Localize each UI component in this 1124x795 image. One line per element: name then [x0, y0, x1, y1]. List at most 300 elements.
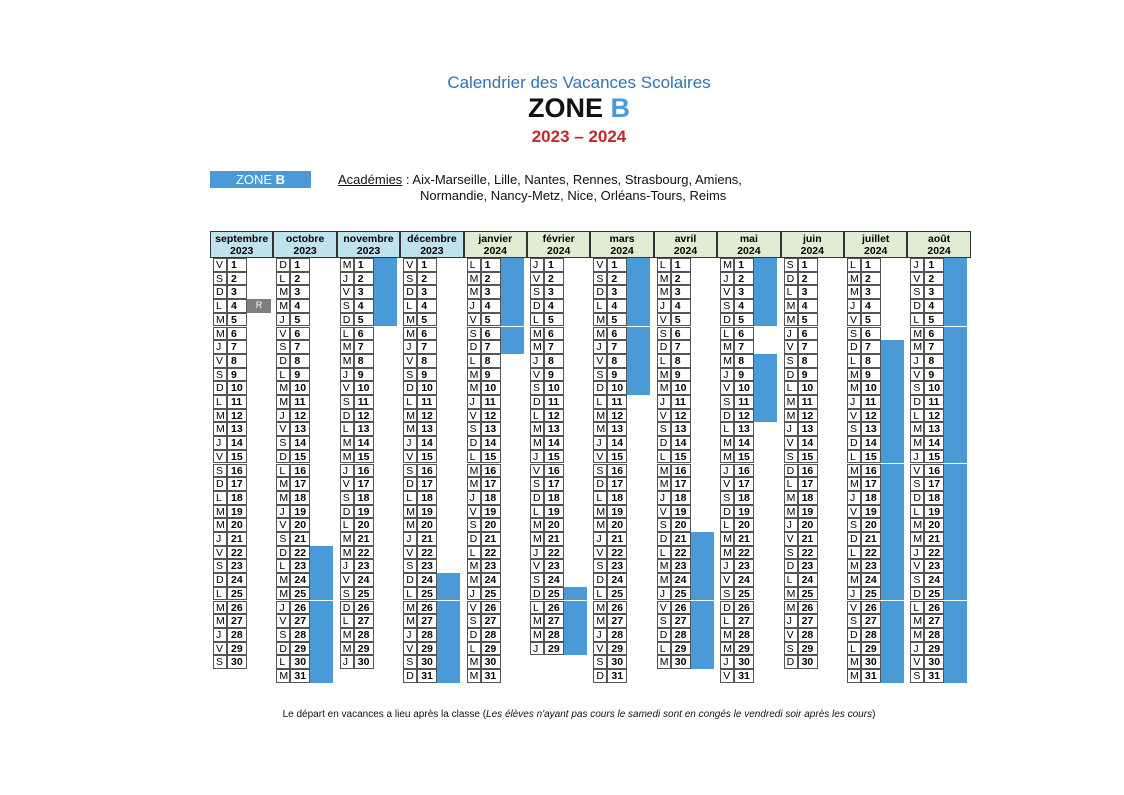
- weekday-letter: L: [847, 354, 861, 368]
- day-number: 26: [481, 601, 501, 615]
- day-number: 20: [734, 518, 754, 532]
- day-row: [654, 354, 717, 368]
- zone-heading: [0, 93, 1124, 124]
- day-row: [273, 669, 336, 683]
- day-number: 26: [227, 601, 247, 615]
- weekday-letter: J: [403, 628, 417, 642]
- day-row: [273, 546, 336, 560]
- day-number: 14: [227, 436, 247, 450]
- day-row: [464, 642, 527, 656]
- day-row: [781, 285, 844, 299]
- weekday-letter: D: [593, 285, 607, 299]
- day-number: 7: [481, 340, 501, 354]
- day-number: 25: [481, 587, 501, 601]
- weekday-letter: M: [720, 354, 734, 368]
- day-row: [781, 642, 844, 656]
- weekday-letter: L: [657, 354, 671, 368]
- weekday-letter: J: [340, 272, 354, 286]
- weekday-letter: J: [910, 546, 924, 560]
- day-number: 17: [290, 477, 310, 491]
- day-row: [781, 258, 844, 272]
- holiday-fill: [691, 532, 714, 546]
- holiday-fill: [691, 642, 714, 656]
- holiday-fill: [881, 354, 904, 368]
- month-header: [907, 231, 970, 258]
- weekday-letter: L: [276, 559, 290, 573]
- weekday-letter: J: [340, 559, 354, 573]
- day-number: 15: [417, 450, 437, 464]
- day-row: [337, 491, 400, 505]
- day-row: [781, 532, 844, 546]
- weekday-letter: J: [910, 354, 924, 368]
- day-row: [527, 450, 590, 464]
- day-row: [210, 381, 273, 395]
- day-number: 25: [734, 587, 754, 601]
- day-row: [781, 546, 844, 560]
- day-number: 2: [354, 272, 374, 286]
- day-row: [210, 340, 273, 354]
- weekday-letter: D: [213, 573, 227, 587]
- day-row: [337, 614, 400, 628]
- weekday-letter: S: [720, 587, 734, 601]
- day-number: 19: [924, 505, 944, 519]
- day-row: [654, 422, 717, 436]
- day-row: [717, 464, 780, 478]
- day-row: [527, 532, 590, 546]
- holiday-fill: [944, 354, 967, 368]
- weekday-letter: L: [657, 642, 671, 656]
- day-number: 30: [734, 655, 754, 669]
- weekday-letter: D: [403, 477, 417, 491]
- day-row: [907, 464, 970, 478]
- weekday-letter: M: [403, 518, 417, 532]
- weekday-letter: D: [276, 546, 290, 560]
- day-row: [781, 368, 844, 382]
- day-row: [210, 450, 273, 464]
- day-row: [527, 381, 590, 395]
- day-number: 10: [798, 381, 818, 395]
- weekday-letter: D: [403, 573, 417, 587]
- weekday-letter: L: [467, 354, 481, 368]
- weekday-letter: L: [530, 409, 544, 423]
- holiday-fill: [691, 559, 714, 573]
- weekday-letter: V: [847, 601, 861, 615]
- holiday-fill: [881, 381, 904, 395]
- day-row: [210, 559, 273, 573]
- weekday-letter: S: [784, 642, 798, 656]
- day-row: [654, 559, 717, 573]
- holiday-fill: [310, 628, 333, 642]
- day-row: [464, 354, 527, 368]
- holiday-fill: [564, 642, 587, 656]
- weekday-letter: V: [530, 272, 544, 286]
- day-row: [654, 573, 717, 587]
- weekday-letter: S: [276, 628, 290, 642]
- holiday-fill: [754, 395, 777, 409]
- weekday-letter: S: [340, 299, 354, 313]
- weekday-letter: V: [276, 327, 290, 341]
- day-row: [781, 505, 844, 519]
- day-number: 24: [417, 573, 437, 587]
- day-row: [844, 559, 907, 573]
- month-name: juin: [802, 233, 822, 245]
- weekday-letter: L: [847, 450, 861, 464]
- day-number: 25: [227, 587, 247, 601]
- month-header: [337, 231, 400, 258]
- academies-list: [338, 172, 742, 204]
- weekday-letter: V: [910, 655, 924, 669]
- weekday-letter: M: [276, 669, 290, 683]
- day-number: 5: [861, 313, 881, 327]
- day-number: 4: [227, 299, 247, 313]
- day-row: [273, 532, 336, 546]
- day-row: [210, 327, 273, 341]
- weekday-letter: M: [213, 327, 227, 341]
- weekday-letter: J: [847, 491, 861, 505]
- weekday-letter: L: [784, 573, 798, 587]
- day-row: [273, 477, 336, 491]
- weekday-letter: D: [910, 299, 924, 313]
- weekday-letter: D: [657, 628, 671, 642]
- weekday-letter: V: [910, 368, 924, 382]
- day-row: [844, 546, 907, 560]
- holiday-fill: [437, 573, 460, 587]
- day-row: [400, 587, 463, 601]
- day-row: [337, 450, 400, 464]
- day-number: 28: [734, 628, 754, 642]
- day-row: [273, 491, 336, 505]
- month-header: [781, 231, 844, 258]
- weekday-letter: L: [403, 491, 417, 505]
- day-number: 3: [417, 285, 437, 299]
- day-number: 22: [417, 546, 437, 560]
- day-number: 30: [798, 655, 818, 669]
- day-number: 7: [671, 340, 691, 354]
- day-row: [590, 464, 653, 478]
- day-row: [400, 409, 463, 423]
- weekday-letter: M: [784, 491, 798, 505]
- day-row: [590, 628, 653, 642]
- weekday-letter: M: [847, 464, 861, 478]
- weekday-letter: L: [276, 272, 290, 286]
- weekday-letter: V: [467, 313, 481, 327]
- day-number: 1: [417, 258, 437, 272]
- weekday-letter: M: [784, 587, 798, 601]
- holiday-fill: [944, 573, 967, 587]
- holiday-fill: [437, 601, 460, 615]
- day-row: [844, 655, 907, 669]
- weekday-letter: L: [276, 655, 290, 669]
- weekday-letter: M: [276, 587, 290, 601]
- day-row: [907, 368, 970, 382]
- day-number: 14: [798, 436, 818, 450]
- day-row: [654, 642, 717, 656]
- weekday-letter: J: [593, 628, 607, 642]
- month-year: 2024: [927, 245, 951, 257]
- holiday-fill: [881, 340, 904, 354]
- day-row: [273, 587, 336, 601]
- day-row: [527, 368, 590, 382]
- month-header: [717, 231, 780, 258]
- holiday-fill: [754, 285, 777, 299]
- day-row: [464, 340, 527, 354]
- day-row: [717, 559, 780, 573]
- day-number: 7: [227, 340, 247, 354]
- day-number: 24: [734, 573, 754, 587]
- day-row: [590, 587, 653, 601]
- weekday-letter: M: [657, 573, 671, 587]
- holiday-fill: [754, 409, 777, 423]
- holiday-fill: [944, 422, 967, 436]
- day-number: 6: [227, 327, 247, 341]
- holiday-fill: [881, 464, 904, 478]
- day-number: 15: [924, 450, 944, 464]
- day-row: [717, 518, 780, 532]
- day-row: [590, 669, 653, 683]
- weekday-letter: V: [403, 258, 417, 272]
- weekday-letter: V: [403, 642, 417, 656]
- day-number: 3: [290, 285, 310, 299]
- month-year: 2024: [547, 245, 571, 257]
- weekday-letter: M: [593, 313, 607, 327]
- day-row: [273, 409, 336, 423]
- day-row: [590, 313, 653, 327]
- weekday-letter: J: [340, 464, 354, 478]
- day-number: 16: [227, 464, 247, 478]
- holiday-fill: [944, 340, 967, 354]
- day-number: 1: [861, 258, 881, 272]
- holiday-fill: [881, 669, 904, 683]
- weekday-letter: S: [910, 669, 924, 683]
- day-row: [717, 505, 780, 519]
- weekday-letter: M: [340, 354, 354, 368]
- weekday-letter: J: [847, 395, 861, 409]
- footer-italic: Les élèves n'ayant pas cours le samedi sont en congés le vendredi soir après les cours: [486, 709, 873, 720]
- day-number: 24: [481, 573, 501, 587]
- weekday-letter: S: [467, 614, 481, 628]
- holiday-fill: [437, 628, 460, 642]
- holiday-fill: [310, 573, 333, 587]
- zone-badge-prefix: ZONE: [235, 172, 276, 187]
- day-row: [337, 368, 400, 382]
- day-number: 16: [924, 464, 944, 478]
- holiday-fill: [437, 587, 460, 601]
- weekday-letter: J: [593, 532, 607, 546]
- day-row: [400, 477, 463, 491]
- day-number: 23: [861, 559, 881, 573]
- day-row: [717, 313, 780, 327]
- day-row: [844, 409, 907, 423]
- weekday-letter: V: [657, 601, 671, 615]
- day-number: 6: [290, 327, 310, 341]
- day-number: 5: [734, 313, 754, 327]
- day-number: 29: [607, 642, 627, 656]
- day-number: 3: [924, 285, 944, 299]
- day-row: [464, 601, 527, 615]
- day-row: [337, 655, 400, 669]
- day-row: [907, 327, 970, 341]
- day-number: 10: [924, 381, 944, 395]
- weekday-letter: D: [276, 258, 290, 272]
- weekday-letter: J: [784, 327, 798, 341]
- weekday-letter: V: [910, 272, 924, 286]
- day-row: [210, 655, 273, 669]
- weekday-letter: S: [467, 327, 481, 341]
- day-number: 26: [734, 601, 754, 615]
- day-number: 6: [671, 327, 691, 341]
- day-number: 26: [861, 601, 881, 615]
- month-header: [464, 231, 527, 258]
- day-row: [273, 573, 336, 587]
- weekday-letter: M: [593, 518, 607, 532]
- day-row: [654, 381, 717, 395]
- month-year: 2023: [356, 245, 381, 257]
- day-row: [844, 587, 907, 601]
- weekday-letter: M: [530, 614, 544, 628]
- day-row: [464, 477, 527, 491]
- weekday-letter: V: [467, 409, 481, 423]
- weekday-letter: M: [657, 559, 671, 573]
- day-number: 7: [354, 340, 374, 354]
- day-number: 18: [924, 491, 944, 505]
- weekday-letter: M: [657, 272, 671, 286]
- weekday-letter: M: [847, 477, 861, 491]
- weekday-letter: J: [213, 340, 227, 354]
- weekday-letter: L: [467, 258, 481, 272]
- school-years: 2023 – 2024: [531, 127, 627, 146]
- day-number: 7: [861, 340, 881, 354]
- weekday-letter: L: [910, 601, 924, 615]
- day-number: 1: [798, 258, 818, 272]
- weekday-letter: J: [467, 491, 481, 505]
- day-row: [464, 436, 527, 450]
- day-row: [844, 450, 907, 464]
- weekday-letter: L: [593, 299, 607, 313]
- day-number: 9: [417, 368, 437, 382]
- day-row: [907, 518, 970, 532]
- day-number: 16: [481, 464, 501, 478]
- weekday-letter: S: [847, 614, 861, 628]
- day-number: 5: [481, 313, 501, 327]
- day-number: 16: [734, 464, 754, 478]
- day-row: [464, 573, 527, 587]
- weekday-letter: L: [213, 395, 227, 409]
- day-number: 23: [290, 559, 310, 573]
- day-row: [527, 642, 590, 656]
- day-row: [590, 395, 653, 409]
- day-number: 15: [481, 450, 501, 464]
- day-number: 30: [924, 655, 944, 669]
- day-number: 16: [417, 464, 437, 478]
- day-number: 10: [544, 381, 564, 395]
- day-row: [210, 601, 273, 615]
- day-row: [527, 313, 590, 327]
- day-number: 16: [798, 464, 818, 478]
- day-row: [337, 272, 400, 286]
- weekday-letter: S: [403, 272, 417, 286]
- weekday-letter: D: [530, 395, 544, 409]
- day-number: 19: [227, 505, 247, 519]
- weekday-letter: S: [720, 299, 734, 313]
- day-row: [590, 299, 653, 313]
- day-row: [654, 532, 717, 546]
- day-row: [844, 272, 907, 286]
- day-row: [400, 285, 463, 299]
- month-header: [400, 231, 463, 258]
- day-number: 11: [417, 395, 437, 409]
- day-number: 9: [671, 368, 691, 382]
- weekday-letter: J: [910, 450, 924, 464]
- day-row: [717, 422, 780, 436]
- day-row: [400, 601, 463, 615]
- weekday-letter: D: [276, 642, 290, 656]
- weekday-letter: S: [276, 340, 290, 354]
- weekday-letter: M: [403, 614, 417, 628]
- day-number: 31: [481, 669, 501, 683]
- day-number: 6: [354, 327, 374, 341]
- weekday-letter: L: [720, 614, 734, 628]
- day-row: [907, 532, 970, 546]
- day-number: 22: [544, 546, 564, 560]
- day-row: [400, 559, 463, 573]
- day-number: 12: [861, 409, 881, 423]
- day-number: 9: [924, 368, 944, 382]
- day-row: [781, 655, 844, 669]
- day-row: [907, 381, 970, 395]
- day-number: 1: [227, 258, 247, 272]
- day-row: [464, 669, 527, 683]
- day-row: [273, 628, 336, 642]
- weekday-letter: M: [593, 614, 607, 628]
- day-number: 9: [607, 368, 627, 382]
- day-number: 25: [924, 587, 944, 601]
- day-row: [907, 436, 970, 450]
- day-number: 25: [290, 587, 310, 601]
- weekday-letter: V: [657, 505, 671, 519]
- day-row: [907, 655, 970, 669]
- day-number: 23: [671, 559, 691, 573]
- day-row: [210, 464, 273, 478]
- day-number: 27: [227, 614, 247, 628]
- weekday-letter: D: [213, 477, 227, 491]
- day-row: [590, 272, 653, 286]
- day-number: 15: [734, 450, 754, 464]
- academies-line-2: Normandie, Nancy-Metz, Nice, Orléans-Tours, Reims: [420, 188, 727, 203]
- day-number: 8: [227, 354, 247, 368]
- day-number: 12: [798, 409, 818, 423]
- weekday-letter: S: [847, 518, 861, 532]
- weekday-letter: J: [657, 491, 671, 505]
- day-number: 14: [671, 436, 691, 450]
- day-number: 5: [227, 313, 247, 327]
- day-number: 19: [861, 505, 881, 519]
- weekday-letter: D: [720, 505, 734, 519]
- day-number: 7: [734, 340, 754, 354]
- weekday-letter: D: [340, 601, 354, 615]
- weekday-letter: M: [720, 628, 734, 642]
- day-number: 14: [607, 436, 627, 450]
- day-number: 25: [544, 587, 564, 601]
- weekday-letter: J: [403, 436, 417, 450]
- day-row: [400, 381, 463, 395]
- weekday-letter: J: [467, 395, 481, 409]
- weekday-letter: D: [530, 587, 544, 601]
- day-number: 13: [861, 422, 881, 436]
- day-row: [781, 381, 844, 395]
- holiday-fill: [754, 368, 777, 382]
- day-row: [400, 258, 463, 272]
- day-row: [210, 614, 273, 628]
